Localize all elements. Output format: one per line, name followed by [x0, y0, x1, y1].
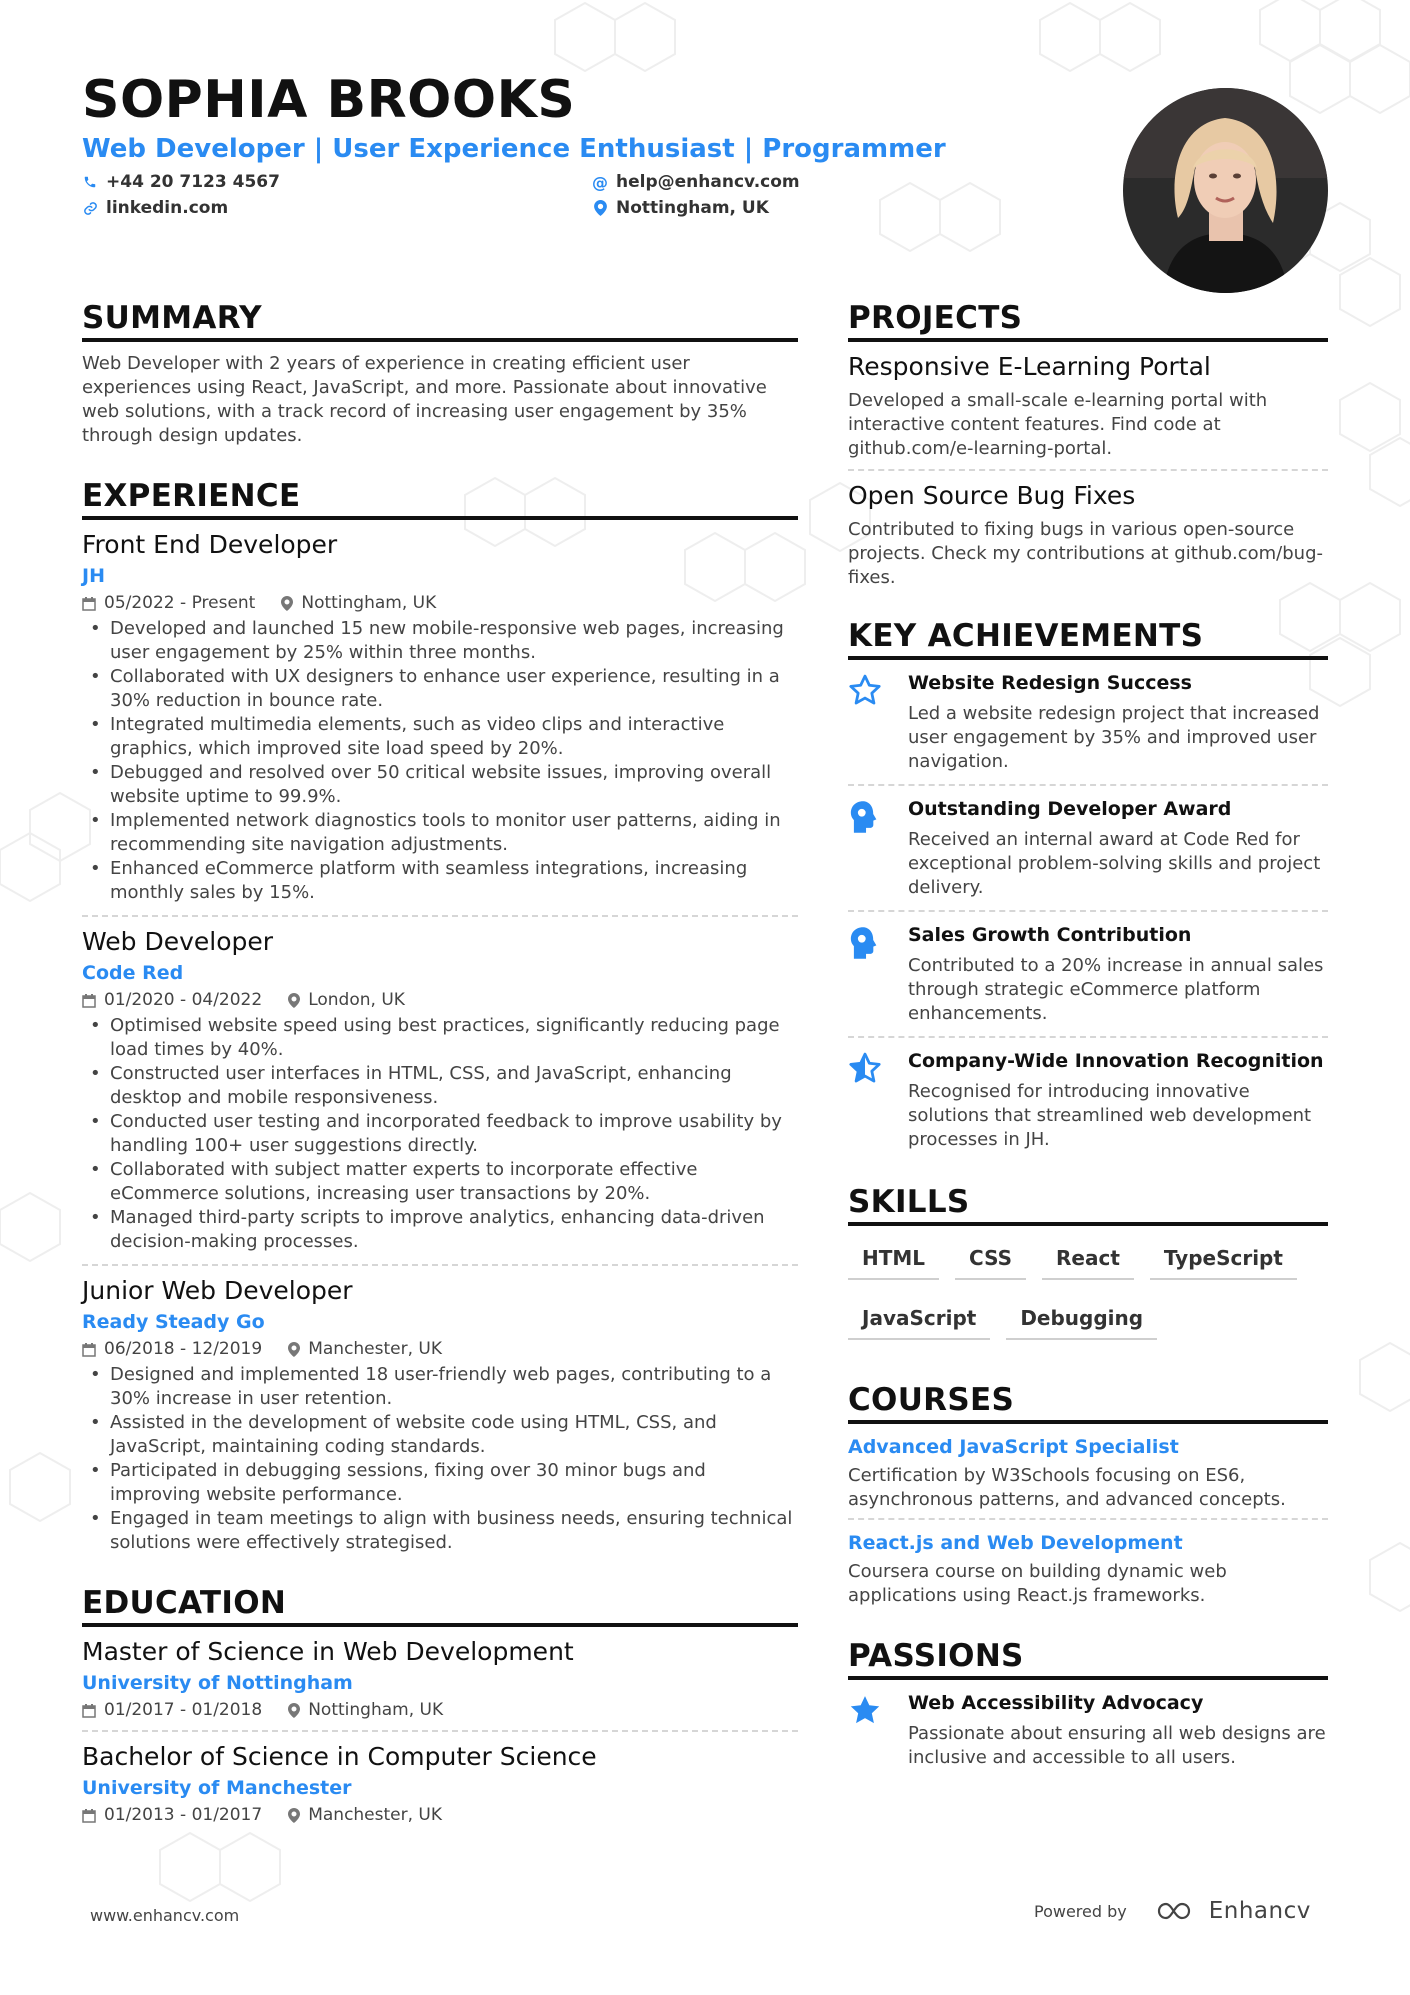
experience-heading: EXPERIENCE	[82, 478, 798, 520]
job-meta	[82, 1339, 798, 1359]
bullet-item: • Integrated multimedia elements, such as video clips and interactive graphics, which improved site load speed by 20%.	[82, 713, 798, 761]
achievement-description: Recognised for introducing innovative solutions that streamlined web development processes in JH.	[908, 1081, 1312, 1150]
entry-divider	[848, 469, 1328, 471]
school-name: University of Nottingham	[82, 1672, 353, 1694]
star-outline-icon	[848, 672, 908, 774]
courses-heading: COURSES	[848, 1382, 1328, 1424]
job-dates: 01/2020 - 04/2022	[104, 990, 263, 1010]
bullet-item: • Implemented network diagnostics tools to monitor user patterns, aiding in recommending site navigation adjustments.	[82, 809, 798, 857]
contact-email[interactable]	[592, 172, 800, 192]
bullet-item: • Participated in debugging sessions, fixing over 30 minor bugs and improving website performance.	[82, 1459, 798, 1507]
location-pin-icon	[281, 596, 293, 611]
passion-description: Passionate about ensuring all web designs are inclusive and accessible to all users.	[908, 1723, 1326, 1768]
bullet-item: • Optimised website speed using best practices, significantly reducing page load times by 40%.	[82, 1014, 798, 1062]
skill-tag: TypeScript	[1150, 1240, 1297, 1280]
job-dates: 06/2018 - 12/2019	[104, 1339, 263, 1359]
location-pin-icon	[288, 993, 300, 1008]
candidate-name: SOPHIA BROOKS	[82, 70, 576, 130]
powered-by-badge[interactable]	[1034, 1898, 1311, 1924]
bullet-item: • Collaborated with subject matter experts to incorporate effective eCommerce solutions, increasing user transactions by 20%.	[82, 1158, 798, 1206]
location-pin-icon	[592, 200, 608, 216]
bullet-item: • Collaborated with UX designers to enhance user experience, resulting in a 30% reduction in bounce rate.	[82, 665, 798, 713]
linkedin-text: linkedin.com	[106, 198, 229, 218]
project-description: Developed a small-scale e-learning portal with interactive content features. Find code at github.com/e-learning-portal.	[848, 390, 1268, 459]
education-heading: EDUCATION	[82, 1585, 798, 1627]
job-bullets	[82, 617, 798, 905]
skill-tag: React	[1042, 1240, 1134, 1280]
school-name: University of Manchester	[82, 1777, 352, 1799]
link-icon	[82, 201, 98, 216]
profile-photo	[1123, 88, 1328, 293]
company-name: Ready Steady Go	[82, 1311, 265, 1333]
location-pin-icon	[288, 1703, 300, 1718]
achievement-item	[848, 786, 1328, 912]
summary-section	[82, 300, 798, 448]
company-name: Code Red	[82, 962, 184, 984]
bullet-item: • Engaged in team meetings to align with business needs, ensuring technical solutions were effectively strategised.	[82, 1507, 798, 1555]
phone-icon	[82, 175, 98, 189]
achievements-heading: KEY ACHIEVEMENTS	[848, 618, 1328, 660]
company-name: JH	[82, 565, 105, 587]
calendar-icon	[82, 993, 96, 1008]
degree-title: Bachelor of Science in Computer Science	[82, 1742, 597, 1771]
bullet-item: • Developed and launched 15 new mobile-responsive web pages, increasing user engagement by 25% within three months.	[82, 617, 798, 665]
course-description: Certification by W3Schools focusing on ES6, asynchronous patterns, and advanced concepts.	[848, 1465, 1286, 1510]
job-bullets	[82, 1363, 798, 1555]
star-filled-icon	[848, 1692, 908, 1770]
education-dates: 01/2013 - 01/2017	[104, 1805, 263, 1825]
course-entry	[848, 1532, 1328, 1608]
achievement-title: Sales Growth Contribution	[908, 924, 1192, 946]
job-location: Nottingham, UK	[301, 593, 437, 613]
bullet-item: • Designed and implemented 18 user-friendly web pages, contributing to a 30% increase in user retention.	[82, 1363, 798, 1411]
head-bulb-icon	[848, 798, 908, 900]
job-title: Junior Web Developer	[82, 1276, 353, 1305]
calendar-icon	[82, 596, 96, 611]
passion-item	[848, 1680, 1328, 1780]
achievement-description: Received an internal award at Code Red for exceptional problem-solving skills and project delivery.	[908, 829, 1321, 898]
entry-divider	[848, 1518, 1328, 1520]
achievement-title: Outstanding Developer Award	[908, 798, 1232, 820]
project-title: Responsive E-Learning Portal	[848, 352, 1211, 381]
bullet-item: • Assisted in the development of website code using HTML, CSS, and JavaScript, maintaining coding standards.	[82, 1411, 798, 1459]
education-entry	[82, 1742, 798, 1825]
experience-entry	[82, 1276, 798, 1555]
project-entry	[848, 481, 1328, 590]
bullet-item: • Debugged and resolved over 50 critical website issues, improving overall website uptime to 99.9%.	[82, 761, 798, 809]
course-entry	[848, 1436, 1328, 1520]
contact-linkedin[interactable]	[82, 198, 228, 218]
achievement-title: Website Redesign Success	[908, 672, 1192, 694]
skill-tag: HTML	[848, 1240, 939, 1280]
summary-text: Web Developer with 2 years of experience in creating efficient user experiences using React, JavaScript, and more. Passionate about innovative web solutions, with a track record of increasing user engagement by 35% through design updates.	[82, 353, 767, 446]
education-meta	[82, 1805, 798, 1825]
location-pin-icon	[288, 1342, 300, 1357]
calendar-icon	[82, 1703, 96, 1718]
email-text: help@enhancv.com	[616, 172, 800, 192]
calendar-icon	[82, 1342, 96, 1357]
phone-text: +44 20 7123 4567	[106, 172, 280, 192]
skills-list	[848, 1240, 1328, 1360]
skill-tag: JavaScript	[848, 1300, 990, 1340]
job-meta	[82, 593, 798, 613]
bullet-item: • Enhanced eCommerce platform with seamless integrations, increasing monthly sales by 15%.	[82, 857, 798, 905]
skills-section	[848, 1184, 1328, 1360]
entry-divider	[82, 915, 798, 917]
footer-website[interactable]: www.enhancv.com	[90, 1906, 240, 1925]
job-title: Web Developer	[82, 927, 274, 956]
contact-phone[interactable]	[82, 172, 280, 192]
enhancv-logo-icon	[1155, 1899, 1201, 1923]
experience-entry	[82, 927, 798, 1266]
achievement-description: Contributed to a 20% increase in annual sales through strategic eCommerce platform enhancements.	[908, 955, 1324, 1024]
at-icon: @	[592, 172, 608, 192]
project-entry	[848, 352, 1328, 471]
passions-section	[848, 1638, 1328, 1780]
education-entry	[82, 1637, 798, 1732]
project-title: Open Source Bug Fixes	[848, 481, 1136, 510]
education-section	[82, 1585, 798, 1825]
location-pin-icon	[288, 1808, 300, 1823]
education-meta	[82, 1700, 798, 1720]
head-bulb-icon	[848, 924, 908, 1026]
entry-divider	[82, 1264, 798, 1266]
candidate-headline: Web Developer | User Experience Enthusiast | Programmer	[82, 134, 946, 164]
education-location: Nottingham, UK	[308, 1700, 444, 1720]
experience-section	[82, 478, 798, 1555]
experience-entry	[82, 530, 798, 917]
achievement-item	[848, 1038, 1328, 1162]
location-text: Nottingham, UK	[616, 198, 769, 218]
course-title: React.js and Web Development	[848, 1532, 1183, 1554]
brand-name: Enhancv	[1208, 1898, 1311, 1924]
achievement-item	[848, 660, 1328, 786]
education-location: Manchester, UK	[308, 1805, 443, 1825]
bullet-item: • Conducted user testing and incorporated feedback to improve usability by handling 100+ user suggestions directly.	[82, 1110, 798, 1158]
courses-section	[848, 1382, 1328, 1608]
job-location: London, UK	[308, 990, 405, 1010]
projects-section	[848, 300, 1328, 590]
star-half-icon	[848, 1050, 908, 1152]
course-title: Advanced JavaScript Specialist	[848, 1436, 1179, 1458]
job-title: Front End Developer	[82, 530, 338, 559]
education-dates: 01/2017 - 01/2018	[104, 1700, 263, 1720]
project-description: Contributed to fixing bugs in various open-source projects. Check my contributions at github.com/bug-fixes.	[848, 519, 1324, 588]
skill-tag: CSS	[955, 1240, 1026, 1280]
passions-heading: PASSIONS	[848, 1638, 1328, 1680]
entry-divider	[82, 1730, 798, 1732]
passion-title: Web Accessibility Advocacy	[908, 1692, 1204, 1714]
job-meta	[82, 990, 798, 1010]
contact-location	[592, 198, 769, 218]
skills-heading: SKILLS	[848, 1184, 1328, 1226]
skill-tag: Debugging	[1006, 1300, 1157, 1340]
achievements-section	[848, 618, 1328, 1162]
summary-heading: SUMMARY	[82, 300, 798, 342]
achievement-description: Led a website redesign project that increased user engagement by 35% and improved user navigation.	[908, 703, 1320, 772]
job-location: Manchester, UK	[308, 1339, 443, 1359]
degree-title: Master of Science in Web Development	[82, 1637, 574, 1666]
course-description: Coursera course on building dynamic web applications using React.js frameworks.	[848, 1561, 1227, 1606]
job-dates: 05/2022 - Present	[104, 593, 256, 613]
powered-by-label: Powered by	[1034, 1901, 1127, 1921]
achievement-title: Company-Wide Innovation Recognition	[908, 1050, 1324, 1072]
bullet-item: • Managed third-party scripts to improve analytics, enhancing data-driven decision-making processes.	[82, 1206, 798, 1254]
calendar-icon	[82, 1808, 96, 1823]
bullet-item: • Constructed user interfaces in HTML, CSS, and JavaScript, enhancing desktop and mobile responsiveness.	[82, 1062, 798, 1110]
projects-heading: PROJECTS	[848, 300, 1328, 342]
achievement-item	[848, 912, 1328, 1038]
job-bullets	[82, 1014, 798, 1254]
